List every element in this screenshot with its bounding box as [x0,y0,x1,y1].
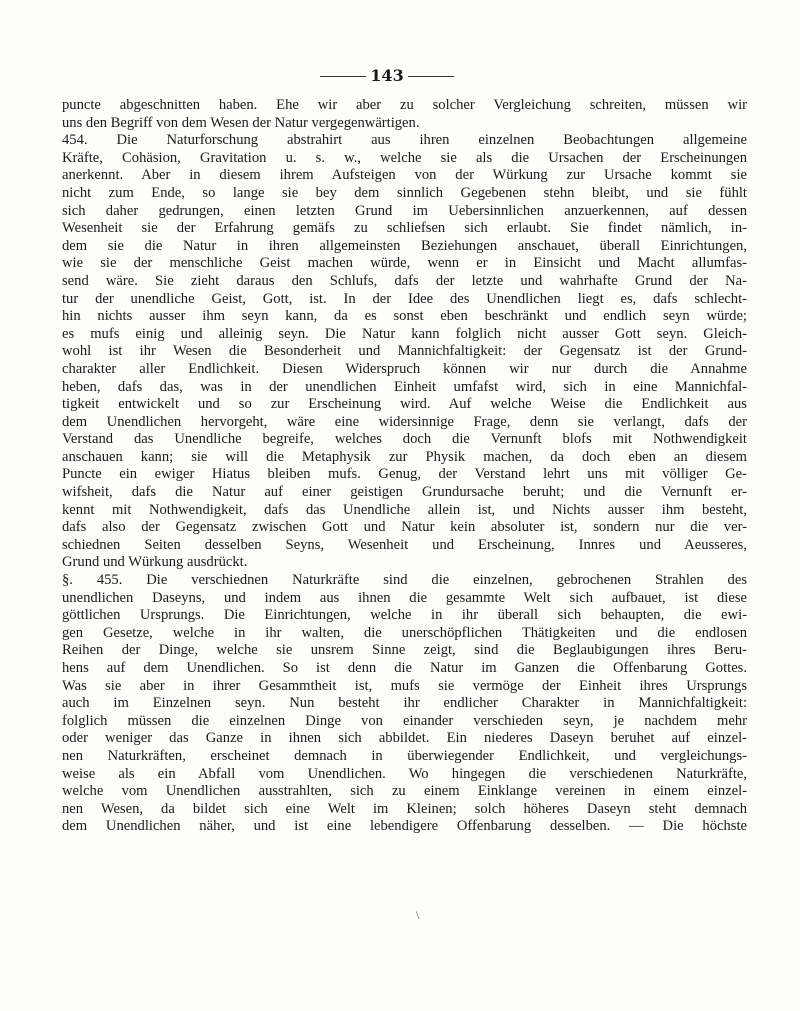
text-line: gen Gesetze, welche in ihr walten, die unerschöpflichen Thätigkeiten und die endlosen [62,624,747,641]
text-line: unendlichen Daseyns, und indem aus ihnen die gesammte Welt sich aufbauet, ist diese [62,589,747,606]
text-line: charakter aller Endlichkeit. Diesen Widerspruch können wir nur durch die Annahme [62,360,747,377]
text-line: wifsheit, dafs die Natur auf einer geistigen Grundursache beruht; und die Vernunft er- [62,484,747,501]
text-line: dem Unendlichen hervorgeht, wäre eine widersinnige Frage, denn sie verlangt, dafs der [62,413,747,430]
footer-mark: \ [416,908,420,922]
text-line: hin nichts ausser ihm seyn kann, da es sonst eben beschränkt und endlich seyn würde; [62,308,747,325]
text-line: puncte abgeschnitten haben. Ehe wir aber zu solcher Vergleichung schreiten, müssen wir [62,97,747,113]
text-line: hens auf dem Unendlichen. So ist denn die Natur im Ganzen die Offenbarung Gottes. [62,660,747,676]
text-line: Kräfte, Cohäsion, Gravitation u. s. w., welche sie als die Ursachen der Erscheinungen [62,149,747,166]
text-line: auch im Einzelnen seyn. Nun besteht ihr endlicher Charakter in Mannichfaltigkeit: [62,695,747,712]
text-line: tur der unendliche Geist, Gott, ist. In der Idee des Unendlichen liegt es, dafs schlecht- [62,290,747,307]
text-line: anschauen kann; sie will die Metaphysik zur Physik machen, da doch eben an diesem [62,448,747,465]
text-line: 454. Die Naturforschung abstrahirt aus ihren einzelnen Beobachtungen allgemeine [62,132,747,149]
text-line: uns den Begriff von dem Wesen der Natur vergegenwärtigen. [62,114,420,131]
text-line: es mufs einig und alleinig seyn. Die Natur kann folglich nicht ausser Gott seyn. Gleich- [62,325,747,342]
text-line: folglich müssen die einzelnen Dinge von einander verschieden seyn, je nachdem mehr [62,712,747,729]
text-line: wie sie der menschliche Geist machen würde, wenn er in Einsicht und Macht allumfas- [62,255,747,272]
text-line: schiednen Seiten desselben Seyns, Wesenheit und Erscheinung, Innres und Aeusseres, [62,536,747,553]
text-line: oder weniger das Ganze in ihnen sich abbildet. Ein niederes Daseyn beruhet auf einzel- [62,730,747,747]
text-line: Grund und Würkung ausdrückt. [62,554,248,571]
body-text [62,97,747,836]
text-line: nicht zum Ende, so lange sie bey dem sinnlich Gegebenen stehn bleibt, und sie fühlt [62,184,747,201]
text-line: dem sie die Natur in ihren allgemeinsten Beziehungen anschauet, überall Einrichtungen, [62,237,747,254]
page-number: 143 [370,66,404,85]
text-line: sich daher gedrungen, einen letzten Grund im Uebersinnlichen anzuerkennen, auf dessen [62,202,747,219]
text-line: welche vom Unendlichen ausstrahlten, sich zu einem Einklange vereinen in einem einzel- [62,783,747,800]
page-header [0,66,800,86]
text-line: Was sie aber in ihrer Gesammtheit ist, mufs sie vermöge der Einheit ihres Ursprungs [62,677,747,694]
text-line: Reihen der Dinge, welche sie unsrem Sinne zeigt, sind die Beglaubigungen ihres Beru- [62,642,747,659]
text-line: tigkeit entwickelt und so zur Erscheinung wird. Auf welche Weise die Endlichkeit aus [62,396,747,413]
text-line: send wäre. Sie zieht daraus den Schlufs, dafs der letzte und wahrhafte Grund der Na- [62,272,747,289]
header-rule-right [408,76,454,77]
text-line: göttlichen Ursprungs. Die Einrichtungen, welche in ihr überall sich behaupten, die ewi- [62,607,747,624]
header-rule-left [320,76,366,77]
text-line: heben, dafs das, was in der unendlichen Einheit umfafst wird, sich in eine Mannichfal- [62,378,747,395]
text-line: nen Wesen, da bildet sich eine Welt im Kleinen; solch höheres Daseyn steht demnach [62,800,747,817]
text-line: Puncte ein ewiger Hiatus bleiben mufs. Genug, der Verstand lehrt uns mit völliger Ge- [62,466,747,483]
text-line: anerkennt. Aber in diesem ihrem Aufsteigen von der Würkung zur Ursache kommt sie [62,167,747,184]
text-line: Wesenheit sie der Erfahrung gemäfs zu schliefsen sich erlaubt. Sie findet nämlich, in- [62,220,747,237]
text-line: weise als ein Abfall vom Unendlichen. Wo hingegen die verschiedenen Naturkräfte, [62,765,747,782]
text-line: wohl ist ihr Wesen die Besonderheit und Mannichfaltigkeit: der Gegensatz ist der Grund- [62,343,747,360]
text-line: dem Unendlichen näher, und ist eine lebendigere Offenbarung desselben. — Die höchste [62,818,747,835]
text-line: Verstand das Unendliche begreife, welches doch die Vernunft blofs mit Nothwendigkeit [62,431,747,448]
text-line: kennt mit Nothwendigkeit, dafs das Unendliche allein ist, und Nichts ausser ihm besteht, [62,501,747,518]
text-line: nen Naturkräften, erscheinet demnach in überwiegender Endlichkeit, und vergleichungs- [62,747,747,764]
text-line: §. 455. Die verschiednen Naturkräfte sind die einzelnen, gebrochenen Strahlen des [62,572,747,589]
text-line: dafs also der Gegensatz zwischen Gott und Natur kein absoluter ist, sondern nur die ver- [62,519,747,536]
